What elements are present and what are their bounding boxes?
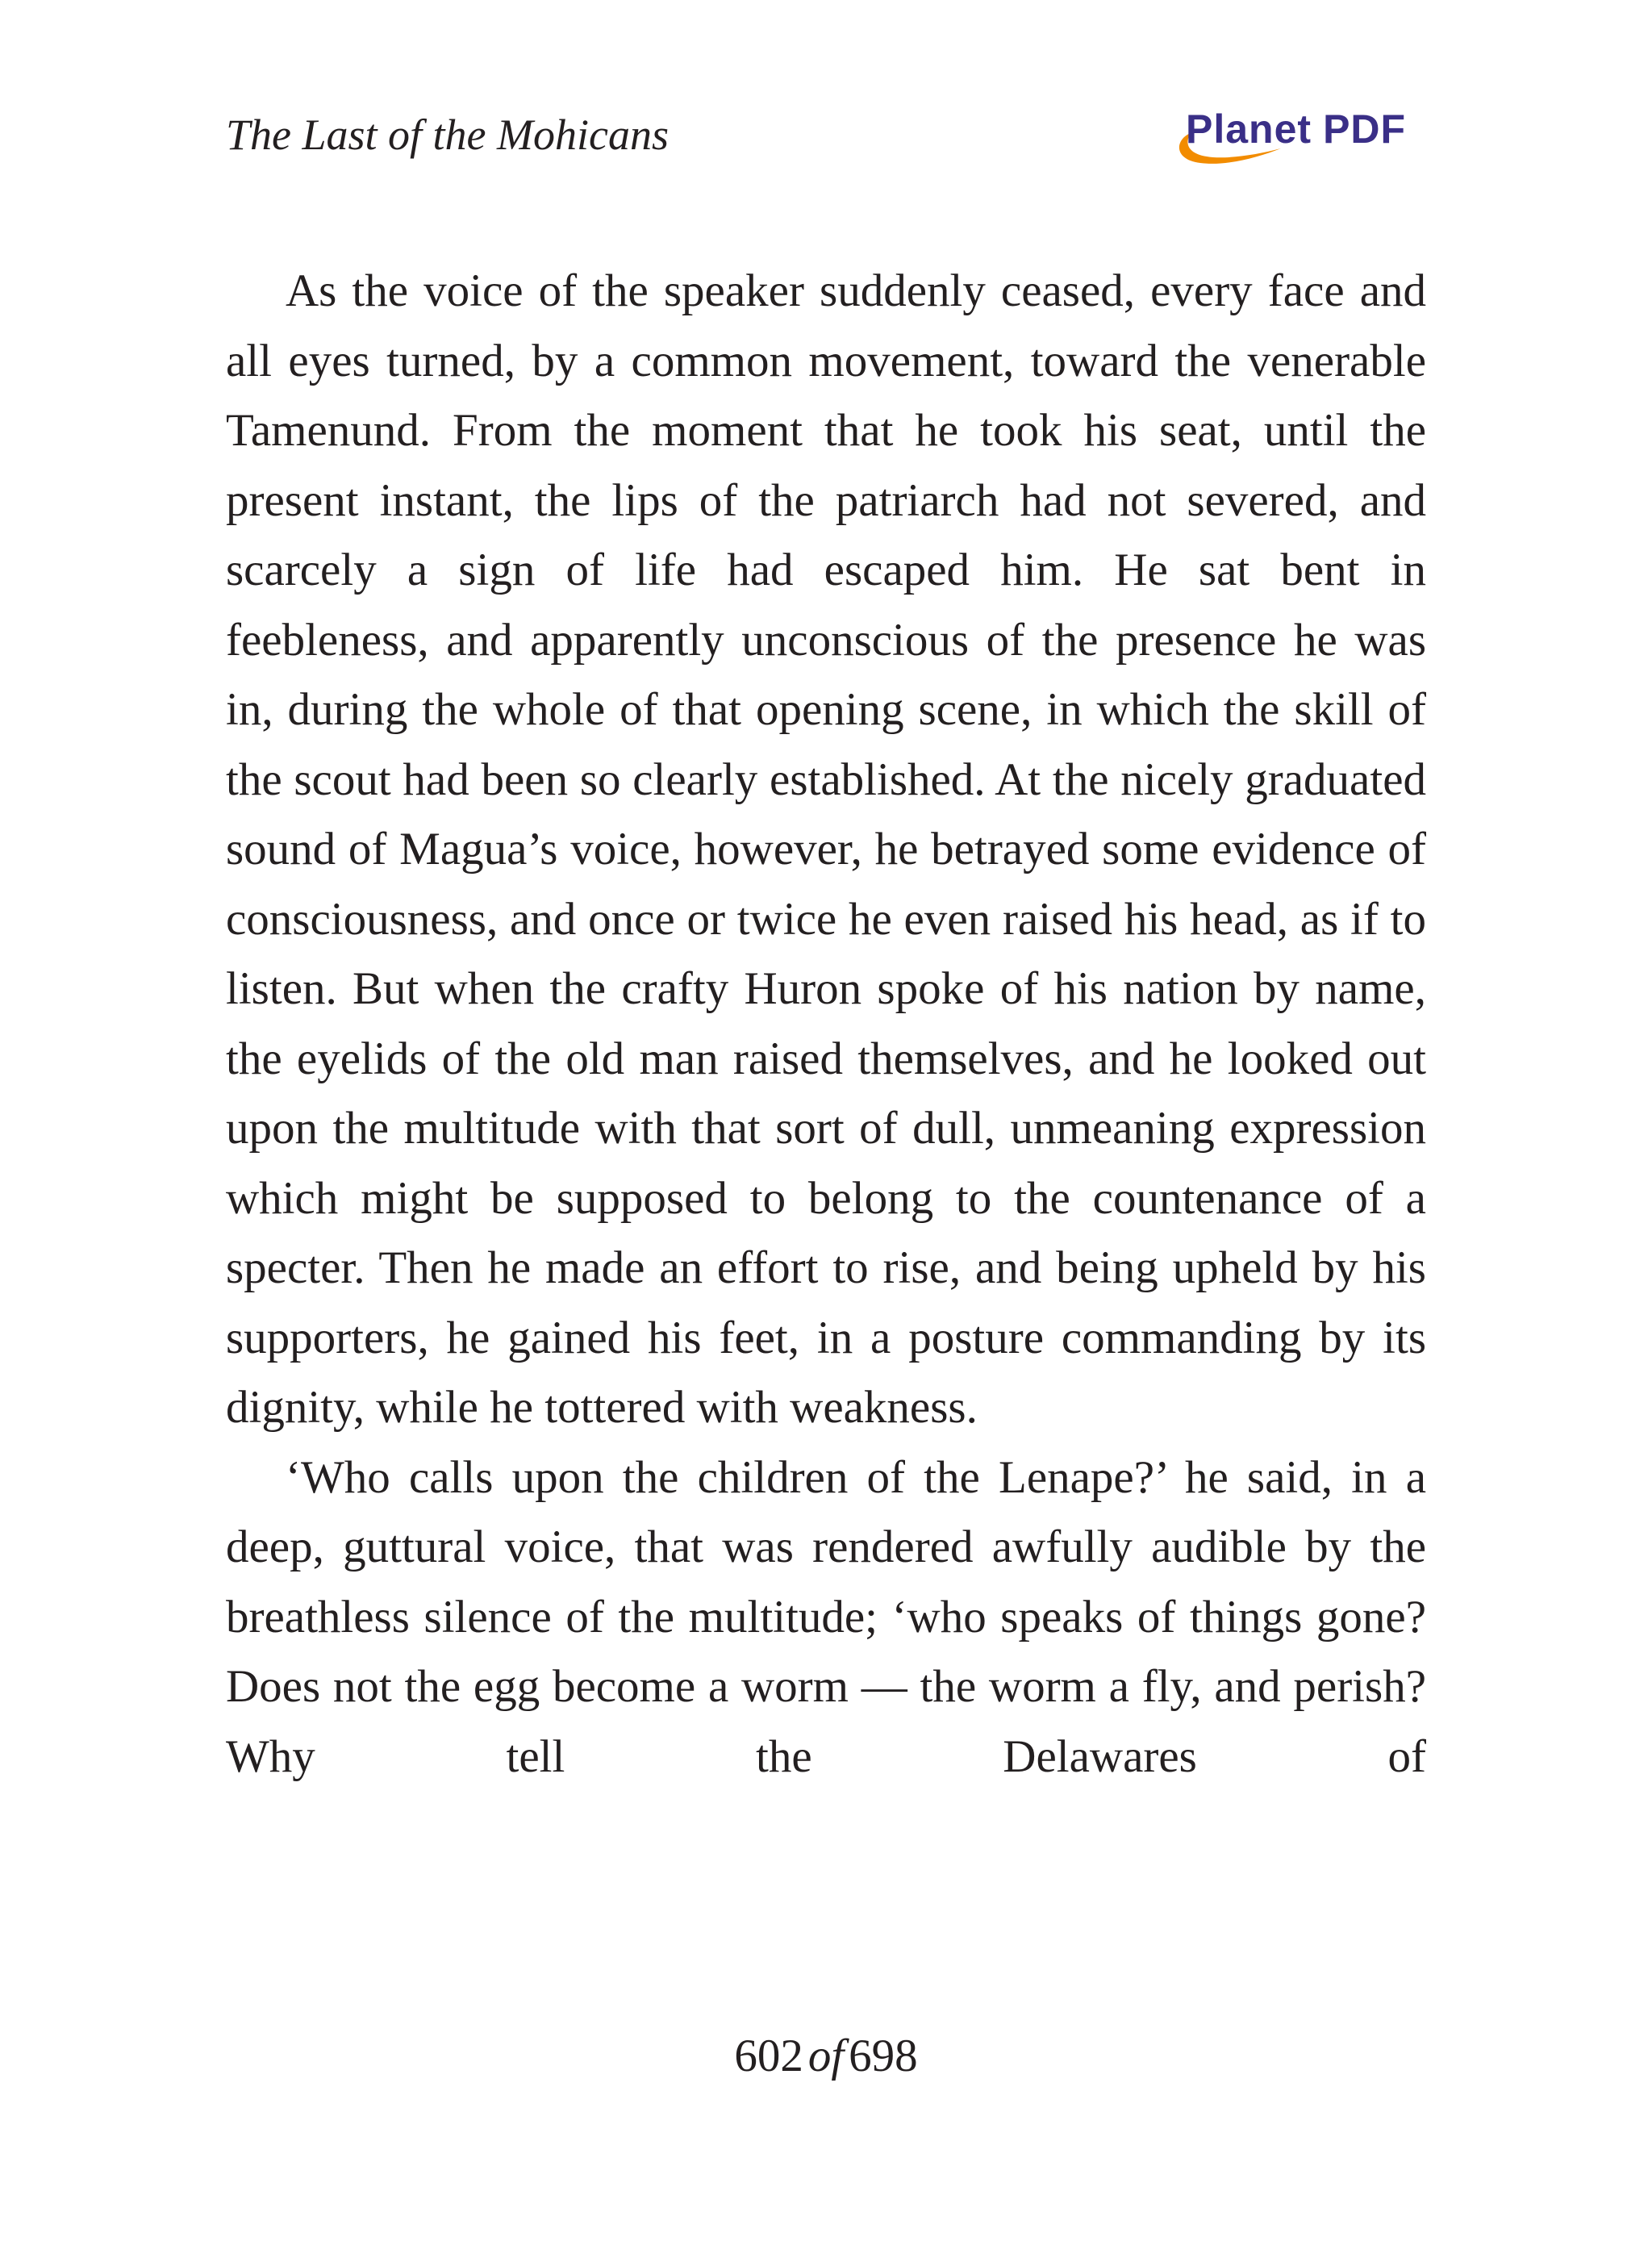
logo-word-pdf: PDF <box>1323 106 1407 152</box>
paragraph: ‘Who calls upon the children of the Lenape?’ he said, in a deep, guttural voice, that was rendered awfully audible by the breathless silence of the multitude; ‘who speaks of things gone? Does not the egg become a worm — the worm a fly, and perish? Why tell the Delawares of <box>226 1451 1426 1782</box>
current-page: 602 <box>734 2031 803 2081</box>
paragraph: As the voice of the speaker suddenly ceased, every face and all eyes turned, by a common movement, toward the venerable Tamenund. From the moment that he took his seat, until the present instant, the lips of the patriarch had not severed, and scarcely a sign of life had escaped him. He sat bent in feebleness, and apparently unconscious of the presence he was in, during the whole of that opening scene, in which the skill of the scout had been so clearly established. At the nicely graduated sound of Magua’s voice, however, he betrayed some evidence of consciousness, and once or twice he even raised his head, as if to listen. But when the crafty Huron spoke of his nation by name, the eyelids of the old man raised themselves, and he looked out upon the multitude with that sort of dull, unmeaning expression which might be supposed to belong to the countenance of a specter. Then he made an effort to rise, and being upheld by his supporters, he gained his feet, in a posture commanding by its dignity, while he tottered with weakness. <box>226 265 1426 1433</box>
planet-pdf-logo <box>1168 100 1426 173</box>
logo-word-planet: Planet <box>1186 106 1312 152</box>
page-number <box>0 2028 1652 2085</box>
logo-text <box>1186 105 1406 153</box>
body-text <box>226 257 1426 1792</box>
book-title: The Last of the Mohicans <box>226 111 669 159</box>
total-pages: 698 <box>849 2031 918 2081</box>
page-of-label: of <box>807 2031 845 2081</box>
